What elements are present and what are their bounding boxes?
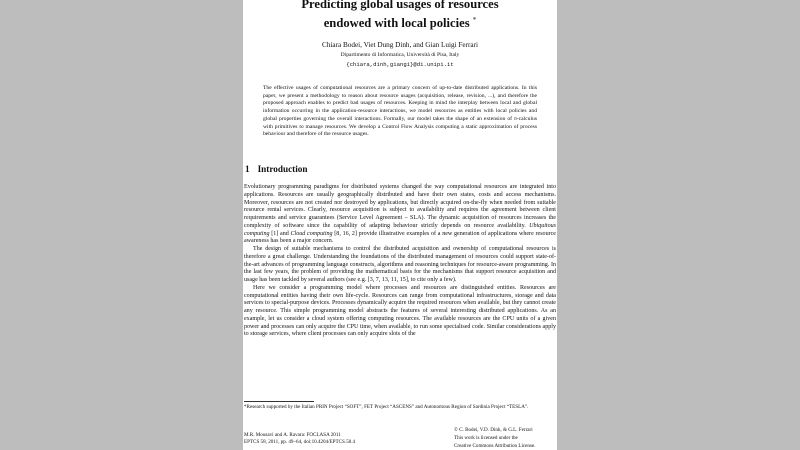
section-title: Introduction [257,164,308,174]
paper-affiliation: Dipartimento di Informatica, Università di Pisa, Italy [340,52,460,58]
paragraph-3: Here we consider a programming model where processes and resources are distinguished entities. Resources are computational entities having their own life-cycle. Resources can range from computational infrastructures, storage and data services to special-purpose devices. Processes dynamically acquire the required resources when available, but they cannot create any resource. This simple programming model abstracts the features of several interesting distributed applications. As an example, let us consider a cloud system offering computing resources. The available resources are the CPU units of a given power and processes can only acquire the CPU time, when available, to run some specialised code. Similar considerations apply to storage services, where client processes can only acquire slots of the [244,284,556,338]
paper-page [243,0,557,450]
venue-line-1: M.R. Mousavi and A. Ravara: FOCLASA 2011 [244,432,341,438]
license-line-3: Creative Commons Attribution License. [454,443,536,449]
paper-title-line-1: Predicting global usages of resources [301,0,499,11]
footnote: *Research supported by the Italian PRIN Project “SOFT”, FET Project “ASCENS” and Autonomous Region of Sardinia Project “TESLA”. [244,404,529,410]
paragraph-1-ubiquitous: Ubiquitous computing [244,222,556,237]
paper-title-line-2-text: endowed with local policies [323,16,470,31]
license-line-2: This work is licensed under the [454,435,518,441]
paragraph-1-text-c: [8, 16, 2] provide illustrative examples of a new generation of applications where resource awareness has been a major concern. [244,230,556,245]
paper-abstract: The effective usages of computational resources are a primary concern of up-to-date distributed applications. In this paper, we present a methodology to reason about resource usages (acquisition, release, revision, ...), and therefore the proposed approach enables to predict bad usages of resources. Keeping in mind the interplay between local and global information occurring in the application-resource interactions, we model resources as entities with local policies and global properties governing the overall interactions. Formally, our model takes the shape of an extension of π-calculus with primitives to manage resources. We develop a Control Flow Analysis computing a static approximation of process behaviour and therefore of the resource usages. [263,85,537,138]
paragraph-1 [244,184,556,246]
paper-authors: Chiara Bodei, Viet Dung Dinh, and Gian Luigi Ferrari [322,41,478,49]
paper-email: {chiara,dinh,giangi}@di.unipi.it [346,61,454,68]
venue-line-2: EPTCS 58, 2011, pp. 49–64, doi:10.4204/EPTCS.58.4 [244,439,356,445]
paragraph-1-cloud: Cloud computing [290,230,333,237]
paragraph-2: The design of suitable mechanisms to control the distributed acquisition and ownership of computational resources is therefore a great challenge. Understanding the foundations of the distributed management of resources could support state-of-the-art advances of programming language constructs, algorithms and reasoning techniques for resource-aware programming. In the last few years, the problem of providing the mathematical basis for the mechanisms that support resource acquisition and usage has been tackled by several authors (see e.g. [3, 7, 13, 11, 15], to cite only a few). [244,246,556,283]
footnote-rule [244,401,314,402]
introduction-body [244,184,556,339]
section-heading-introduction [245,164,307,174]
section-number: 1 [245,164,250,174]
license-line-1: © C. Bodei, V.D. Dinh, & G.L. Ferrari [454,427,533,433]
paragraph-1-text-a: Evolutionary programming paradigms for distributed systems changed the way computational resources are integrated into applications. Resources are usually geographically distributed and have their own states, costs and access mechanisms. Moreover, resources are not created nor destroyed by applications, but directly acquired on-the-fly when needed from suitable resource rental services. Clearly, resource acquisition is subject to availability and requires the agreement between client requirements and service guarantees (Service Level Agreement – SLA). The dynamic acquisition of resources increases the complexity of software since the capability of adapting behaviour strictly depends on resource availability. [244,184,556,229]
paragraph-1-text-b: [1] and [271,230,289,237]
title-footnote-mark: * [472,16,477,24]
paper-title-line-2 [243,12,557,31]
